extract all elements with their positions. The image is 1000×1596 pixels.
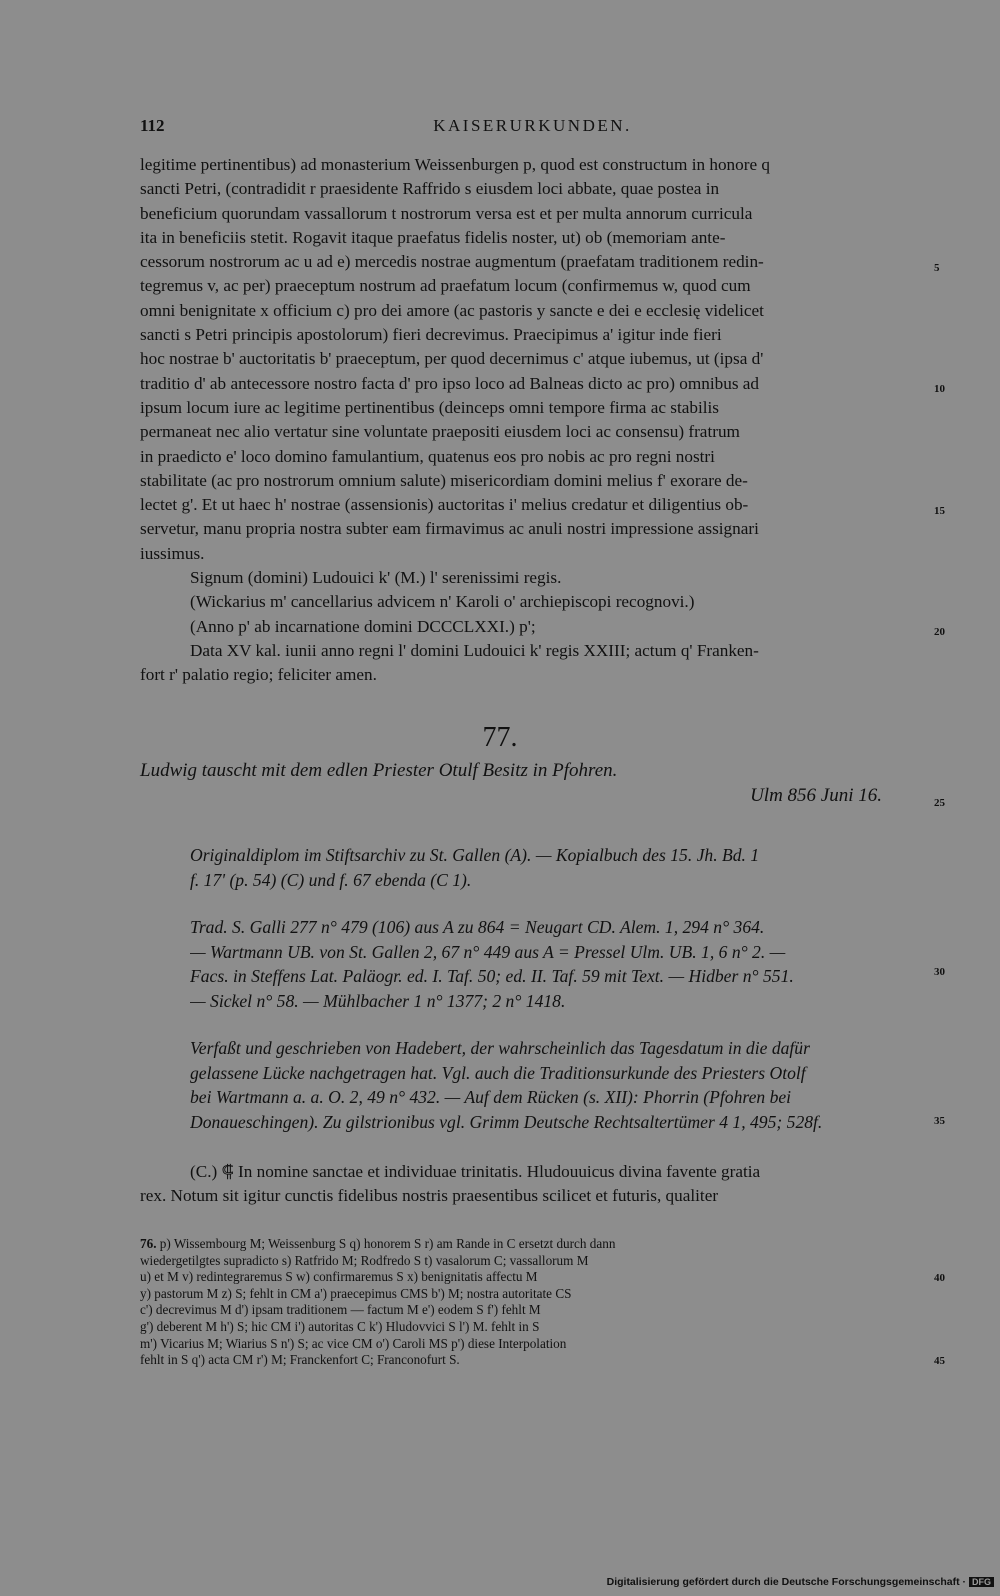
text-line: in praedicto e' loco domino famulantium, quatenus eos pro nobis ac pro regni nostri	[140, 446, 715, 466]
document-place-date: Ulm 856 Juni 16.	[750, 785, 882, 806]
line-number: 30	[934, 966, 945, 978]
data-line: Data XV kal. iunii anno regni l' domini Ludouici k' regis XXIII; actum q' Franken-	[190, 640, 759, 660]
text-line: legitime pertinentibus) ad monasterium Weissenburgen p, quod est constructum in honore q	[140, 155, 770, 174]
document-title: Ludwig tauscht mit dem edlen Priester Otulf Besitz in Pfohren.	[140, 760, 618, 781]
line-number: 10	[934, 383, 945, 395]
editions-list	[190, 915, 925, 1013]
text-line: ipsum locum iure ac legitime pertinentibus (deinceps omni tempore firma ac stabilis	[140, 397, 719, 417]
text-line: cessorum nostrorum ac u ad e) mercedis nostrae augmentum (praefatam traditionem redin-	[140, 252, 764, 272]
text-line: sancti s Petri principis apostolorum) fieri decrevimus. Praecipimus a' igitur inde fieri	[140, 325, 722, 345]
edition-line: Facs. in Steffens Lat. Paläogr. ed. I. Taf. 50; ed. II. Taf. 59 mit Text. — Hidber n° 551.	[190, 966, 794, 986]
edition-line: — Sickel n° 58. — Mühlbacher 1 n° 1377; 2 n° 1418.	[190, 990, 566, 1011]
page-number: 112	[140, 116, 165, 135]
commentary-line: Verfaßt und geschrieben von Hadebert, der wahrscheinlich das Tagesdatum in die dafür	[190, 1038, 810, 1058]
commentary-line: bei Wartmann a. a. O. 2, 49 n° 432. — Auf dem Rücken (s. XII): Phorrin (Pfohren bei	[190, 1087, 792, 1107]
source-tradition	[190, 843, 925, 892]
footnote-line: wiedergetilgtes supradicto s) Ratfrido M; Rodfredo S t) vasalorum C; vassallorum M	[140, 1252, 589, 1268]
charter-text-start	[140, 1160, 925, 1209]
text-line: omni benignitate x officium c) pro dei amore (ac pastoris y sancte e dei e ecclesię videlicet	[140, 300, 764, 320]
footnote-line: c') decrevimus M d') ipsam traditionem — factum M e') eodem S f') fehlt M	[140, 1302, 541, 1318]
commentary	[190, 1036, 925, 1134]
source-line: f. 17' (p. 54) (C) und f. 67 ebenda (C 1).	[190, 869, 472, 890]
text-line: ita in beneficiis stetit. Rogavit itaque praefatus fidelis noster, ut) ob (memoriam ante-	[140, 227, 726, 247]
commentary-line: gelassene Lücke nachgetragen hat. Vgl. auch die Traditionsurkunde des Priesters Otolf	[190, 1062, 806, 1083]
signum-line: Signum (domini) Ludouici k' (M.) l' serenissimi regis.	[190, 568, 562, 588]
line-number: 25	[934, 797, 945, 809]
text-line: hoc nostrae b' auctoritatis b' praeceptum, per quod decernimus c' atque iubemus, ut (ipsa d'	[140, 349, 764, 369]
running-title: KAISERURKUNDEN.	[433, 116, 632, 135]
line-number: 5	[934, 262, 940, 274]
footnote-line: 76. p) Wissembourg M; Weissenburg S q) honorem S r) am Rande in C ersetzt durch dann	[140, 1236, 616, 1251]
text-line: permaneat nec alio vertatur sine voluntate praepositi eiusdem loci ac consensu) fratrum	[140, 422, 740, 442]
text-line: servetur, manu propria nostra subter eam firmavimus ac anuli nostri impressione assignari	[140, 519, 759, 539]
dfg-logo: DFG	[969, 1577, 994, 1587]
line-number: 45	[934, 1355, 945, 1367]
text-line: fort r' palatio regio; feliciter amen.	[140, 665, 377, 685]
line-number: 40	[934, 1272, 945, 1284]
text-line: sancti Petri, (contradidit r praesidente Raffrido s eiusdem loci abbate, quae postea in	[140, 179, 720, 199]
source-line: Originaldiplom im Stiftsarchiv zu St. Gallen (A). — Kopialbuch des 15. Jh. Bd. 1	[190, 845, 760, 865]
text-line: beneficium quorundam vassallorum t nostrorum versa est et per multa annorum curricula	[140, 203, 753, 223]
footnotes	[140, 1236, 925, 1369]
previous-charter-text	[140, 153, 925, 688]
text-line: tegremus v, ac per) praeceptum nostrum ad praefatum locum (confirmemus w, quod cum	[140, 276, 751, 296]
text-line: rex. Notum sit igitur cunctis fidelibus nostris praesentibus scilicet et futuris, qualiter	[140, 1186, 719, 1206]
document-number: 77.	[482, 722, 518, 753]
footnote-line: fehlt in S q') acta CM r') M; Franckenfort C; Franconofurt S.	[140, 1352, 460, 1368]
line-number: 20	[934, 626, 945, 638]
footnote-ref: 76.	[140, 1236, 157, 1251]
text-line: iussimus.	[140, 543, 205, 563]
funding-text: Digitalisierung gefördert durch die Deutsche Forschungsgemeinschaft ·	[606, 1576, 966, 1588]
recognition-line: (Wickarius m' cancellarius advicem n' Karoli o' archiepiscopi recognovi.)	[190, 592, 695, 612]
commentary-line: Donaueschingen). Zu gilstrionibus vgl. Grimm Deutsche Rechtsaltertümer 4 1, 495; 528f.	[190, 1111, 823, 1132]
text-line: lectet g'. Et ut haec h' nostrae (assensionis) auctoritas i' melius credatur et diligentius ob-	[140, 495, 749, 515]
year-line: (Anno p' ab incarnatione domini DCCCLXXI.) p';	[190, 616, 536, 636]
edition-line: Trad. S. Galli 277 n° 479 (106) aus A zu 864 = Neugart CD. Alem. 1, 294 n° 364.	[190, 917, 765, 937]
funding-footer[interactable]	[607, 1576, 994, 1588]
footnote-line: m') Vicarius M; Wiarius S n') S; ac vice CM o') Caroli MS p') diese Interpolation	[140, 1335, 567, 1351]
page-header	[140, 116, 925, 138]
text-line: traditio d' ab antecessore nostro facta d' pro ipso loco ad Balneas dicto ac pro) omnibus ad	[140, 373, 760, 393]
footnote-line: u) et M v) redintegraremus S w) confirmaremus S x) benignitatis affectu M	[140, 1269, 538, 1285]
footnote-line: g') deberent M h') S; hic CM i') autoritas C k') Hludovvici S l') M. fehlt in S	[140, 1318, 540, 1334]
edition-line: — Wartmann UB. von St. Gallen 2, 67 n° 449 aus A = Pressel Ulm. UB. 1, 6 n° 2. —	[190, 941, 786, 962]
text-line: stabilitate (ac pro nostrorum omnium salute) misericordiam domini melius f' exorare de-	[140, 470, 748, 490]
footnote-line: y) pastorum M z) S; fehlt in CM a') praecepimus CMS b') M; nostra autoritate CS	[140, 1285, 572, 1301]
line-number: 15	[934, 505, 945, 517]
line-number: 35	[934, 1115, 945, 1127]
text-line: (C.) ⸿ In nomine sanctae et individuae trinitatis. Hludouuicus divina favente gratia	[190, 1162, 761, 1181]
